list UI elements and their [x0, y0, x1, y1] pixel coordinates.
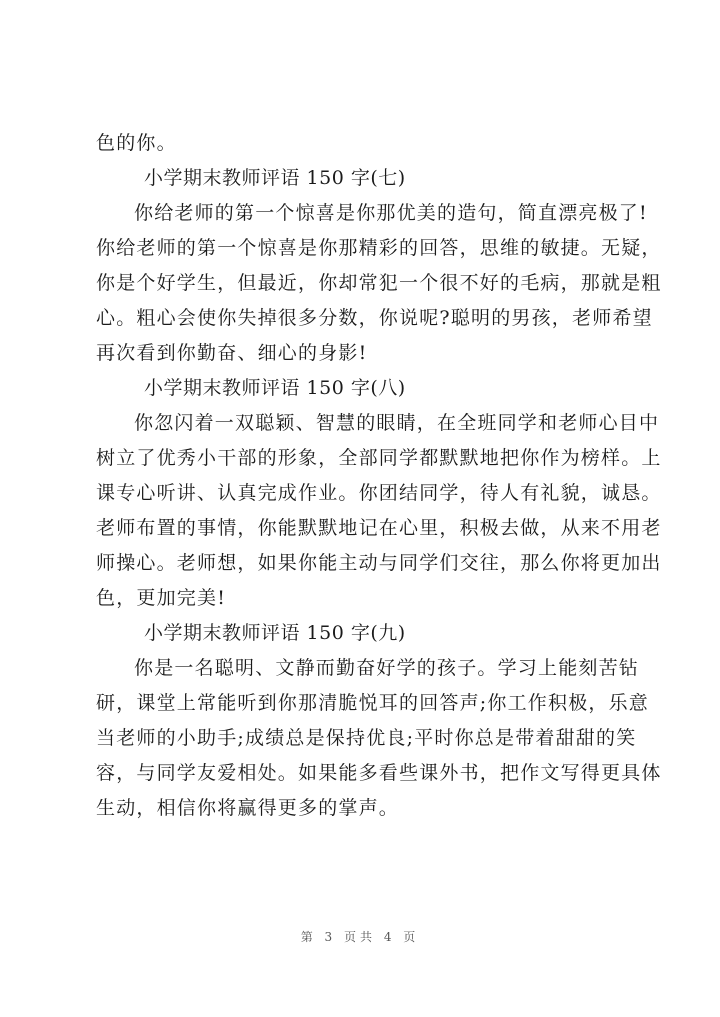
section-heading-8: 小学期末教师评语 150 字(八)	[144, 377, 406, 399]
text-line: 老师布置的事情，你能默默地记在心里，积极去做，从来不用老	[96, 517, 662, 539]
text-line: 你忽闪着一双聪颖、智慧的眼睛，在全班同学和老师心目中	[134, 412, 660, 434]
text-line: 当老师的小助手;成绩总是保持优良;平时你总是带着甜甜的笑	[96, 727, 637, 749]
text-line: 色的你。	[96, 132, 177, 154]
text-line: 课专心听讲、认真完成作业。你团结同学，待人有礼貌，诚恳。	[96, 482, 662, 504]
text-line: 你是一名聪明、文静而勤奋好学的孩子。学习上能刻苦钻	[134, 657, 640, 679]
text-line: 树立了优秀小干部的形象，全部同学都默默地把你作为榜样。上	[96, 447, 662, 469]
text-line: 师操心。老师想，如果你能主动与同学们交往，那么你将更加出	[96, 552, 662, 574]
document-body	[96, 126, 662, 826]
section-heading-7: 小学期末教师评语 150 字(七)	[144, 167, 406, 189]
text-line: 色，更加完美!	[96, 587, 227, 609]
text-line: 你给老师的第一个惊喜是你那精彩的回答，思维的敏捷。无疑，	[96, 237, 662, 259]
text-line: 你是个好学生，但最近，你却常犯一个很不好的毛病，那就是粗	[96, 272, 662, 294]
text-line: 再次看到你勤奋、细心的身影!	[96, 342, 368, 364]
text-line: 生动，相信你将赢得更多的掌声。	[96, 797, 400, 819]
page-number-footer: 第 3 页共 4 页	[300, 930, 420, 944]
text-line: 研，课堂上常能听到你那清脆悦耳的回答声;你工作积极，乐意	[96, 692, 650, 714]
text-line: 容，与同学友爱相处。如果能多看些课外书，把作文写得更具体	[96, 762, 662, 784]
section-heading-9: 小学期末教师评语 150 字(九)	[144, 622, 406, 644]
text-line: 你给老师的第一个惊喜是你那优美的造句，简直漂亮极了!	[134, 202, 648, 224]
text-line: 心。粗心会使你失掉很多分数，你说呢?聪明的男孩，老师希望	[96, 307, 653, 329]
